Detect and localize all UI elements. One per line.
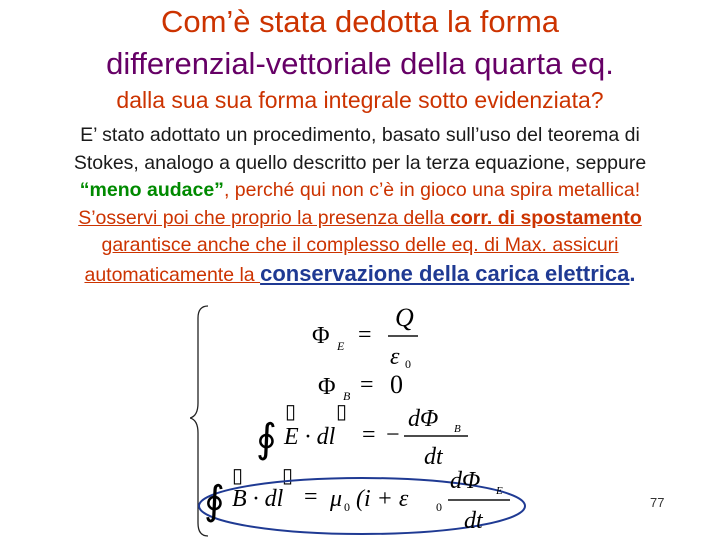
eq4-mu: μ (330, 486, 343, 512)
eq4-paren: (i + ε (356, 486, 409, 512)
eq2-phi: Φ (318, 374, 336, 400)
eq4-vec-b-box: ▯ (232, 465, 244, 487)
highlight-corr-spostamento: corr. di spostamento (450, 206, 642, 229)
eq1-zero: 0 (405, 357, 411, 371)
body-line-4 (4, 205, 716, 233)
eq2-sub-b: B (343, 389, 351, 403)
eq3-sub-b: B (454, 423, 461, 435)
page-number: 77 (650, 495, 665, 510)
eq3-e-dl: E · dl (284, 424, 336, 450)
eq4-integral: ∮ (204, 478, 225, 523)
eq3-dphi: dΦ (408, 406, 439, 432)
body-line-6-period: . (629, 260, 636, 286)
body-text (4, 122, 716, 289)
eq4-dphi: dΦ (450, 468, 481, 494)
eq4-eps-zero: 0 (436, 500, 442, 514)
eq3-integral: ∮ (256, 416, 277, 461)
eq1-q: Q (395, 303, 414, 332)
eq4-equals: = (304, 484, 318, 510)
highlight-conservazione-carica: conservazione della carica elettrica (260, 260, 630, 286)
eq1-eps: ε (390, 344, 400, 370)
body-line-6 (4, 260, 716, 290)
body-line-2: Stokes, analogo a quello descritto per la terza equazione, seppure (73, 151, 647, 174)
body-line-4-a: S’osservi poi che proprio la presenza della (78, 206, 450, 229)
eq3-vec-dl-box: ▯ (336, 401, 348, 423)
eq4-b-dl: B · dl (232, 486, 284, 512)
eq4-dt: dt (464, 508, 483, 534)
eq3-equals: = (362, 422, 376, 448)
body-line-3 (4, 177, 716, 205)
eq3-minus: − (386, 422, 400, 448)
body-line-6-a: automaticamente la (84, 263, 261, 286)
body-line-3-rest: , perché qui non c’è in gioco una spira metallica! (223, 179, 641, 201)
eq4-sub-e: E (496, 485, 503, 497)
eq2-zero: 0 (390, 370, 403, 399)
eq4-mu-zero: 0 (344, 500, 350, 514)
eq3-vec-e-box: ▯ (285, 401, 297, 423)
eq3-dt: dt (424, 444, 443, 470)
slide-title-line-1: Com’è stata dedotta la forma (160, 4, 560, 39)
slide-subtitle: dalla sua sua forma integrale sotto evidenziata? (116, 87, 604, 113)
body-line-1: E’ stato adottato un procedimento, basato sull’uso del teorema di (80, 124, 640, 146)
highlight-meno-audace: “meno audace” (79, 179, 224, 201)
eq2-equals: = (360, 372, 374, 398)
eq1-phi: Φ (312, 323, 330, 349)
eq4-vec-dl-box: ▯ (282, 465, 294, 487)
maxwell-equations (190, 298, 550, 540)
slide-title-line-2: differenzial-vettoriale della quarta eq. (106, 46, 614, 81)
eq1-sub-e: E (337, 339, 345, 353)
body-line-5: garantisce anche che il complesso delle eq. di Max. assicuri (101, 234, 619, 256)
eq1-equals: = (358, 322, 372, 348)
